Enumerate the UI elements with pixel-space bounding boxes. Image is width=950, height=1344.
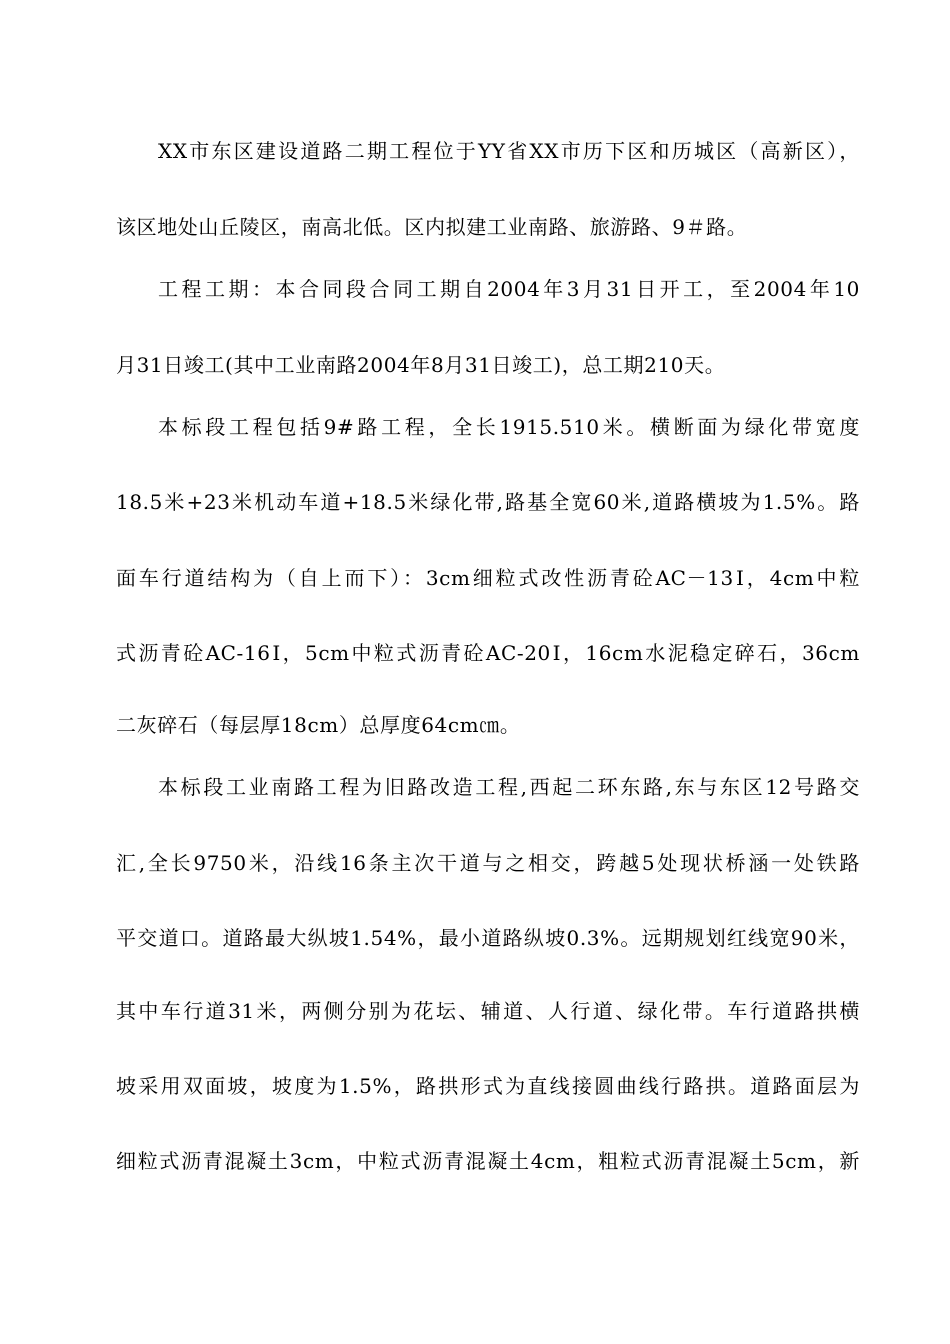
text-line-3: 工程工期：本合同段合同工期自2004年3月31日开工，至2004年10 xyxy=(158,277,860,301)
text-line-10: 本标段工业南路工程为旧路改造工程,西起二环东路,东与东区12号路交 xyxy=(158,775,860,799)
text-line-13: 其中车行道31米，两侧分别为花坛、辅道、人行道、绿化带。车行道路拱横 xyxy=(116,999,860,1023)
text-line-5: 本标段工程包括9#路工程，全长1915.510米。横断面为绿化带宽度 xyxy=(158,415,860,439)
text-line-7: 面车行道结构为（自上而下）：3cm细粒式改性沥青砼AC－13Ⅰ，4cm中粒 xyxy=(116,566,860,590)
text-line-9: 二灰碎石（每层厚18cm）总厚度64cm㎝。 xyxy=(116,713,521,737)
text-line-4: 月31日竣工(其中工业南路2004年8月31日竣工)，总工期210天。 xyxy=(116,353,726,377)
text-line-11: 汇,全长9750米，沿线16条主次干道与之相交，跨越5处现状桥涵一处铁路 xyxy=(116,851,860,875)
text-line-2: 该区地处山丘陵区，南高北低。区内拟建工业南路、旅游路、9＃路。 xyxy=(116,215,748,239)
text-line-8: 式沥青砼AC-16Ⅰ，5cm中粒式沥青砼AC-20Ⅰ，16cm水泥稳定碎石，36cm xyxy=(116,641,860,665)
text-line-12: 平交道口。道路最大纵坡1.54%，最小道路纵坡0.3%。远期规划红线宽90米， xyxy=(116,926,860,950)
text-line-15: 细粒式沥青混凝土3cm，中粒式沥青混凝土4cm，粗粒式沥青混凝土5cm，新 xyxy=(116,1149,860,1173)
text-line-14: 坡采用双面坡，坡度为1.5%，路拱形式为直线接圆曲线行路拱。道路面层为 xyxy=(116,1074,860,1098)
text-line-6: 18.5米+23米机动车道+18.5米绿化带,路基全宽60米,道路横坡为1.5%。路 xyxy=(116,490,860,514)
text-line-1: XX市东区建设道路二期工程位于YY省XX市历下区和历城区（高新区）， xyxy=(158,139,860,163)
